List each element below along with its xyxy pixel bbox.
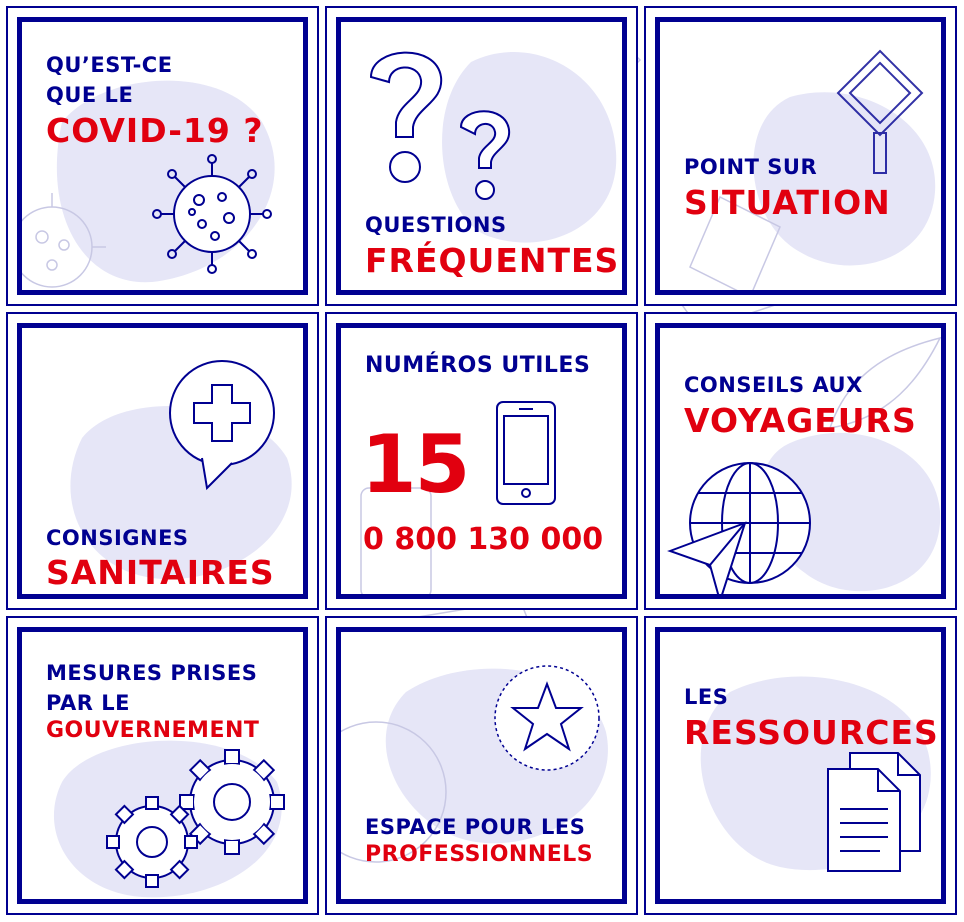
- tile-pros-frame: [336, 627, 627, 904]
- medical-bubble-icon: [157, 353, 287, 493]
- tile-consignes-line1: CONSIGNES: [46, 526, 189, 550]
- road-sign-icon: [830, 47, 930, 177]
- tile-ressources-frame: [655, 627, 946, 904]
- tile-mesures[interactable]: [6, 616, 319, 915]
- tile-numeros[interactable]: [325, 312, 638, 610]
- tile-covid-line2: QUE LE: [46, 83, 134, 107]
- virus-faint-icon: [17, 187, 122, 295]
- tile-pros-line1: ESPACE POUR LES: [365, 815, 586, 839]
- tile-consignes-frame: [17, 323, 308, 599]
- tile-mesures-line2: PAR LE: [46, 691, 130, 715]
- smartphone-icon: [491, 398, 561, 508]
- star-icon: [491, 662, 603, 774]
- tile-faq[interactable]: [325, 6, 638, 306]
- tile-situation-title: SITUATION: [684, 183, 891, 222]
- tile-mesures-frame: [17, 627, 308, 904]
- tile-situation[interactable]: [644, 6, 957, 306]
- tile-covid-frame: [17, 17, 308, 295]
- tile-pros[interactable]: [325, 616, 638, 915]
- tile-mesures-title: GOUVERNEMENT: [46, 718, 260, 743]
- tile-voyageurs-line1: CONSEILS AUX: [684, 373, 863, 397]
- tile-voyageurs-title: VOYAGEURS: [684, 401, 917, 440]
- emergency-number[interactable]: 15: [361, 418, 469, 511]
- tile-consignes[interactable]: [6, 312, 319, 610]
- tile-numeros-frame: [336, 323, 627, 599]
- tile-covid-title: COVID-19 ?: [46, 111, 264, 150]
- tile-faq-frame: [336, 17, 627, 295]
- tile-voyageurs[interactable]: [644, 312, 957, 610]
- question-marks-icon: [361, 42, 531, 202]
- documents-icon: [820, 747, 930, 877]
- tile-covid-line1: QU’EST-CE: [46, 53, 173, 77]
- tile-ressources-title: RESSOURCES: [684, 713, 939, 752]
- free-number[interactable]: 0 800 130 000: [363, 522, 604, 557]
- tile-situation-line1: POINT SUR: [684, 155, 818, 179]
- tile-faq-title: FRÉQUENTES: [365, 241, 620, 280]
- tile-pros-title: PROFESSIONNELS: [365, 842, 594, 867]
- tile-situation-frame: [655, 17, 946, 295]
- tile-numeros-title: NUMÉROS UTILES: [365, 353, 591, 378]
- tile-ressources[interactable]: [644, 616, 957, 915]
- tile-mesures-line1: MESURES PRISES: [46, 661, 258, 685]
- globe-icon: [665, 453, 815, 599]
- tile-covid[interactable]: [6, 6, 319, 306]
- virus-icon: [147, 152, 277, 277]
- tile-faq-line1: QUESTIONS: [365, 213, 507, 237]
- gears-icon: [102, 747, 292, 897]
- tile-consignes-title: SANITAIRES: [46, 553, 275, 592]
- tile-voyageurs-frame: [655, 323, 946, 599]
- tile-ressources-line1: LES: [684, 685, 729, 709]
